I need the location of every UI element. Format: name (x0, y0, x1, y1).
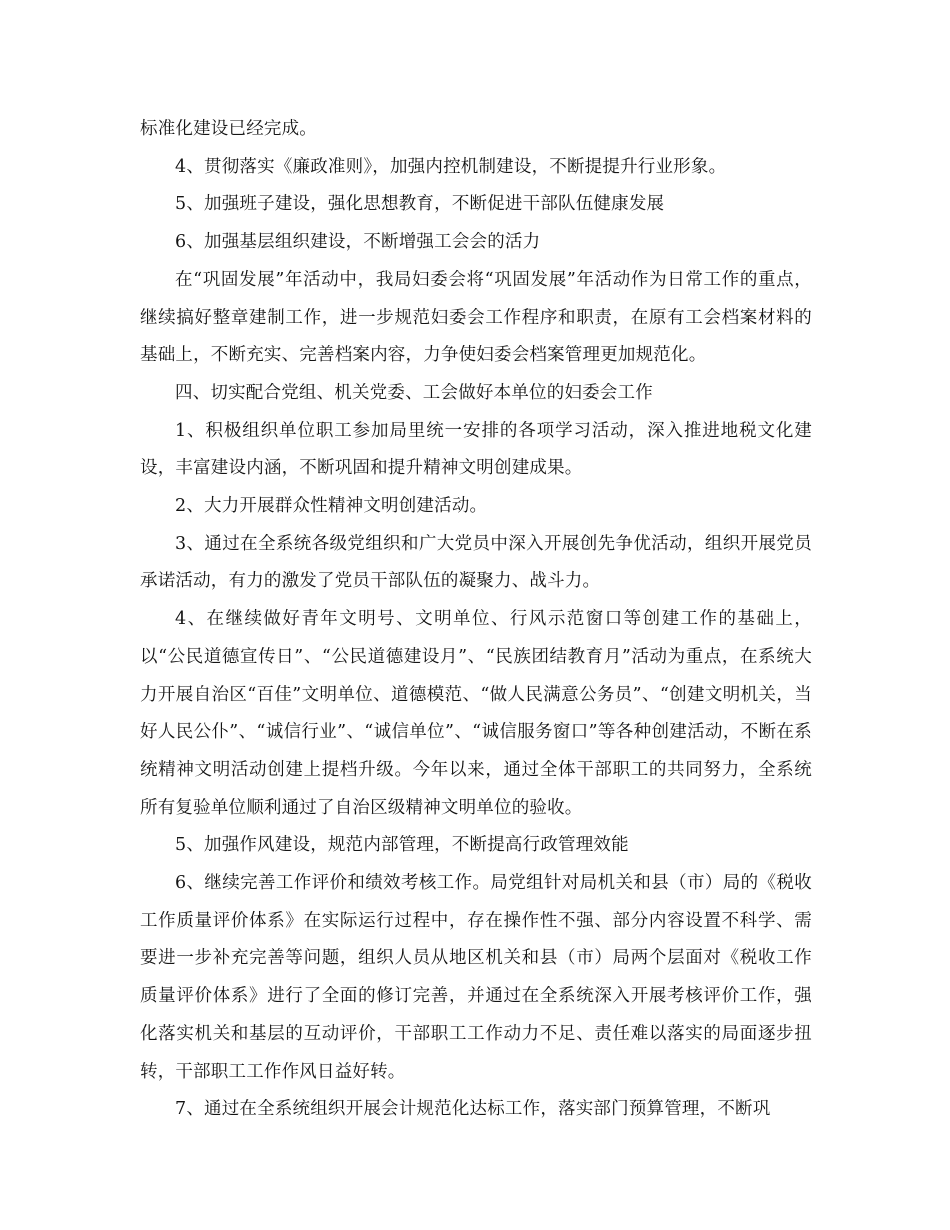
paragraph: 6、加强基层组织建设，不断增强工会会的活力 (175, 232, 541, 253)
paragraph: 6、继续完善工作评价和绩效考核工作。局党组针对局机关和县（市）局的《税收工作质量评价体系》在实际运行过程中，存在操作性不强、部分内容设置不科学、需要进一步补充完善等问题，组织人员从地区机关和县（市）局两个层面对《税收工作质量评价体系》进行了全面的修订完善，并通过在全系统深入开展考核评价工作，强化落实机关和基层的互动评价，干部职工工作动力不足、责任难以落实的局面逐步扭转，干部职工工作作风日益好转。 (140, 873, 812, 1082)
paragraph: 5、加强班子建设，强化思想教育，不断促进干部队伍健康发展 (175, 194, 665, 215)
paragraph: 4、贯彻落实《廉政准则》，加强内控机制建设，不断提提升行业形象。 (175, 156, 727, 177)
paragraph: 1、积极组织单位职工参加局里统一安排的各项学习活动，深入推进地税文化建设，丰富建设内涵，不断巩固和提升精神文明创建成果。 (140, 420, 812, 479)
paragraph: 在“巩固发展”年活动中，我局妇委会将“巩固发展”年活动作为日常工作的重点，继续搞好整章建制工作，进一步规范妇委会工作程序和职责，在原有工会档案材料的基础上，不断充实、完善档案内容，力争使妇委会档案管理更加规范化。 (140, 269, 812, 366)
paragraph: 标准化建设已经完成。 (140, 119, 317, 139)
paragraph: 7、通过在全系统组织开展会计规范化达标工作，落实部门预算管理，不断巩 (175, 1099, 771, 1120)
paragraph: 2、大力开展群众性精神文明创建活动。 (175, 496, 488, 517)
paragraph: 3、通过在全系统各级党组织和广大党员中深入开展创先争优活动，组织开展党员承诺活动，有力的激发了党员干部队伍的凝聚力、战斗力。 (140, 533, 812, 592)
document-body (140, 111, 812, 1129)
section-heading: 四、切实配合党组、机关党委、工会做好本单位的妇委会工作 (175, 382, 653, 403)
paragraph: 4、在继续做好青年文明号、文明单位、行风示范窗口等创建工作的基础上，以“公民道德宣传日”、“公民道德建设月”、“民族团结教育月”活动为重点，在系统大力开展自治区“百佳”文明单位、道德模范、“做人民满意公务员”、“创建文明机关，当好人民公仆”、“诚信行业”、“诚信单位”、“诚信服务窗口”等各种创建活动，不断在系统精神文明活动创建上提档升级。今年以来，通过全体干部职工的共同努力，全系统所有复验单位顺利通过了自治区级精神文明单位的验收。 (140, 609, 812, 818)
paragraph: 5、加强作风建设，规范内部管理，不断提高行政管理效能 (175, 835, 629, 856)
